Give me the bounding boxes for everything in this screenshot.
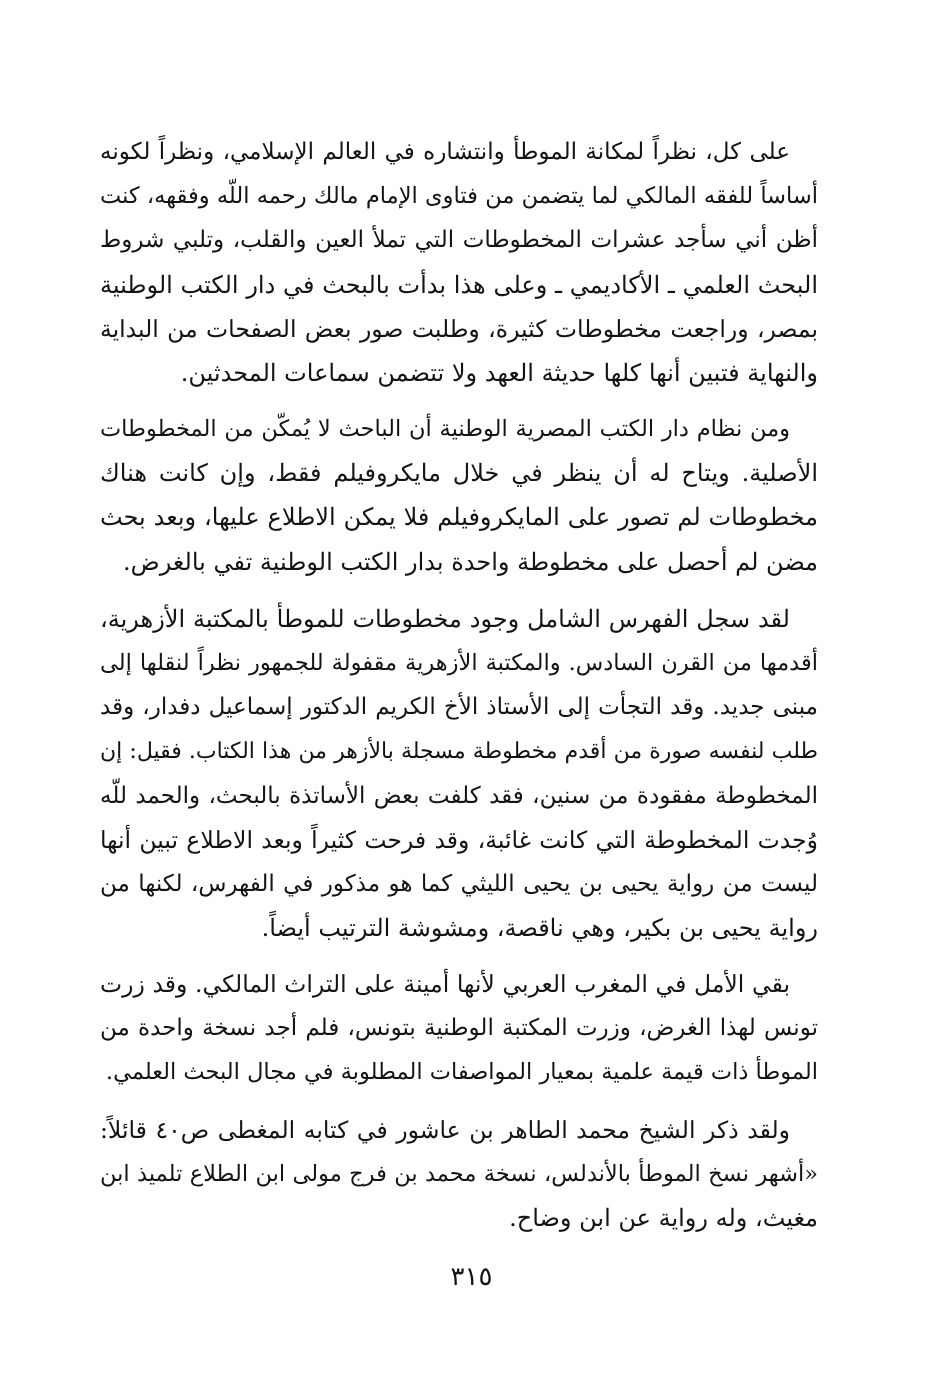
text-line: ولقد ذكر الشيخ محمد الطاهر بن عاشور في كتابه المغطى ص٤٠ قائلاً: <box>100 1116 790 1144</box>
text-line: مغيث، وله رواية عن ابن وضاح. <box>509 1204 818 1233</box>
text-line: الموطأ ذات قيمة علمية بمعيار المواصفات المطلوبة في مجال البحث العلمي. <box>105 1059 818 1086</box>
page-number: ٣١٥ <box>450 1262 493 1292</box>
text-line: على كل، نظراً لمكانة الموطأ وانتشاره في العالم الإسلامي، ونظراً لكونه <box>100 139 790 165</box>
text-line: بقي الأمل في المغرب العربي لأنها أمينة على التراث المالكي. وقد زرت <box>100 970 790 998</box>
paragraph-4 <box>100 962 818 1095</box>
paragraph-3 <box>100 597 818 951</box>
text-line: البحث العلمي ـ الأكاديمي ـ وعلى هذا بدأت بالبحث في دار الكتب الوطنية <box>100 270 818 299</box>
text-line: أساساً للفقه المالكي لما يتضمن من فتاوى الإمام مالك رحمه اللّه وفقهه، كنت <box>100 183 818 210</box>
text-line: ليست من رواية يحيى بن يحيى الليثي كما هو مذكور في الفهرس، لكنها من <box>100 871 818 898</box>
text-line: وُجدت المخطوطة التي كانت غائبة، وقد فرحت كثيراً وبعد الاطلاع تبين أنها <box>100 825 818 854</box>
text-line: طلب لنفسه صورة من أقدم مخطوطة مسجلة بالأزهر من هذا الكتاب. فقيل: إن <box>100 738 818 764</box>
text-line: أظن أني سأجد عشرات المخطوطات التي تملأ العين والقلب، وتلبي شروط <box>100 227 818 254</box>
paragraph-1 <box>100 130 818 395</box>
text-line: لقد سجل الفهرس الشامل وجود مخطوطات للموطأ بالمكتبة الأزهرية، <box>100 605 790 633</box>
text-line: مخطوطات لم تصور على المايكروفيلم فلا يمكن الاطلاع عليها، وبعد بحث <box>100 503 818 532</box>
paragraph-5 <box>100 1108 818 1241</box>
text-line: بمصر، وراجعت مخطوطات كثيرة، وطلبت صور بعض الصفحات من البداية <box>100 314 818 343</box>
text-line: مضن لم أحصل على مخطوطة واحدة بدار الكتب الوطنية تفي بالغرض. <box>123 547 818 576</box>
text-line: الأصلية. ويتاح له أن ينظر في خلال مايكروفيلم فقط، وإن كانت هناك <box>100 459 818 488</box>
text-line: رواية يحيى بن بكير، وهي ناقصة، ومشوشة الترتيب أيضاً. <box>261 914 818 943</box>
text-line: ومن نظام دار الكتب المصرية الوطنية أن الباحث لا يُمكّن من المخطوطات <box>100 416 790 442</box>
paragraph-2 <box>100 407 818 584</box>
text-line: المخطوطة مفقودة من سنين، فقد كلفت بعض الأساتذة بالبحث، والحمد للّه <box>100 782 818 809</box>
text-line: والنهاية فتبين أنها كلها حديثة العهد ولا تتضمن سماعات المحدثين. <box>180 358 818 387</box>
text-line: تونس لهذا الغرض، وزرت المكتبة الوطنية بتونس، فلم أجد نسخة واحدة من <box>100 1015 818 1042</box>
text-line: «أشهر نسخ الموطأ بالأندلس، نسخة محمد بن فرج مولى ابن الطلاع تلميذ ابن <box>100 1161 818 1188</box>
text-line: مبنى جديد. وقد التجأت إلى الأستاذ الأخ الكريم الدكتور إسماعيل دفدار، وقد <box>100 694 818 721</box>
text-line: أقدمها من القرن السادس. والمكتبة الأزهرية مقفولة للجمهور نظراً لنقلها إلى <box>100 650 818 677</box>
